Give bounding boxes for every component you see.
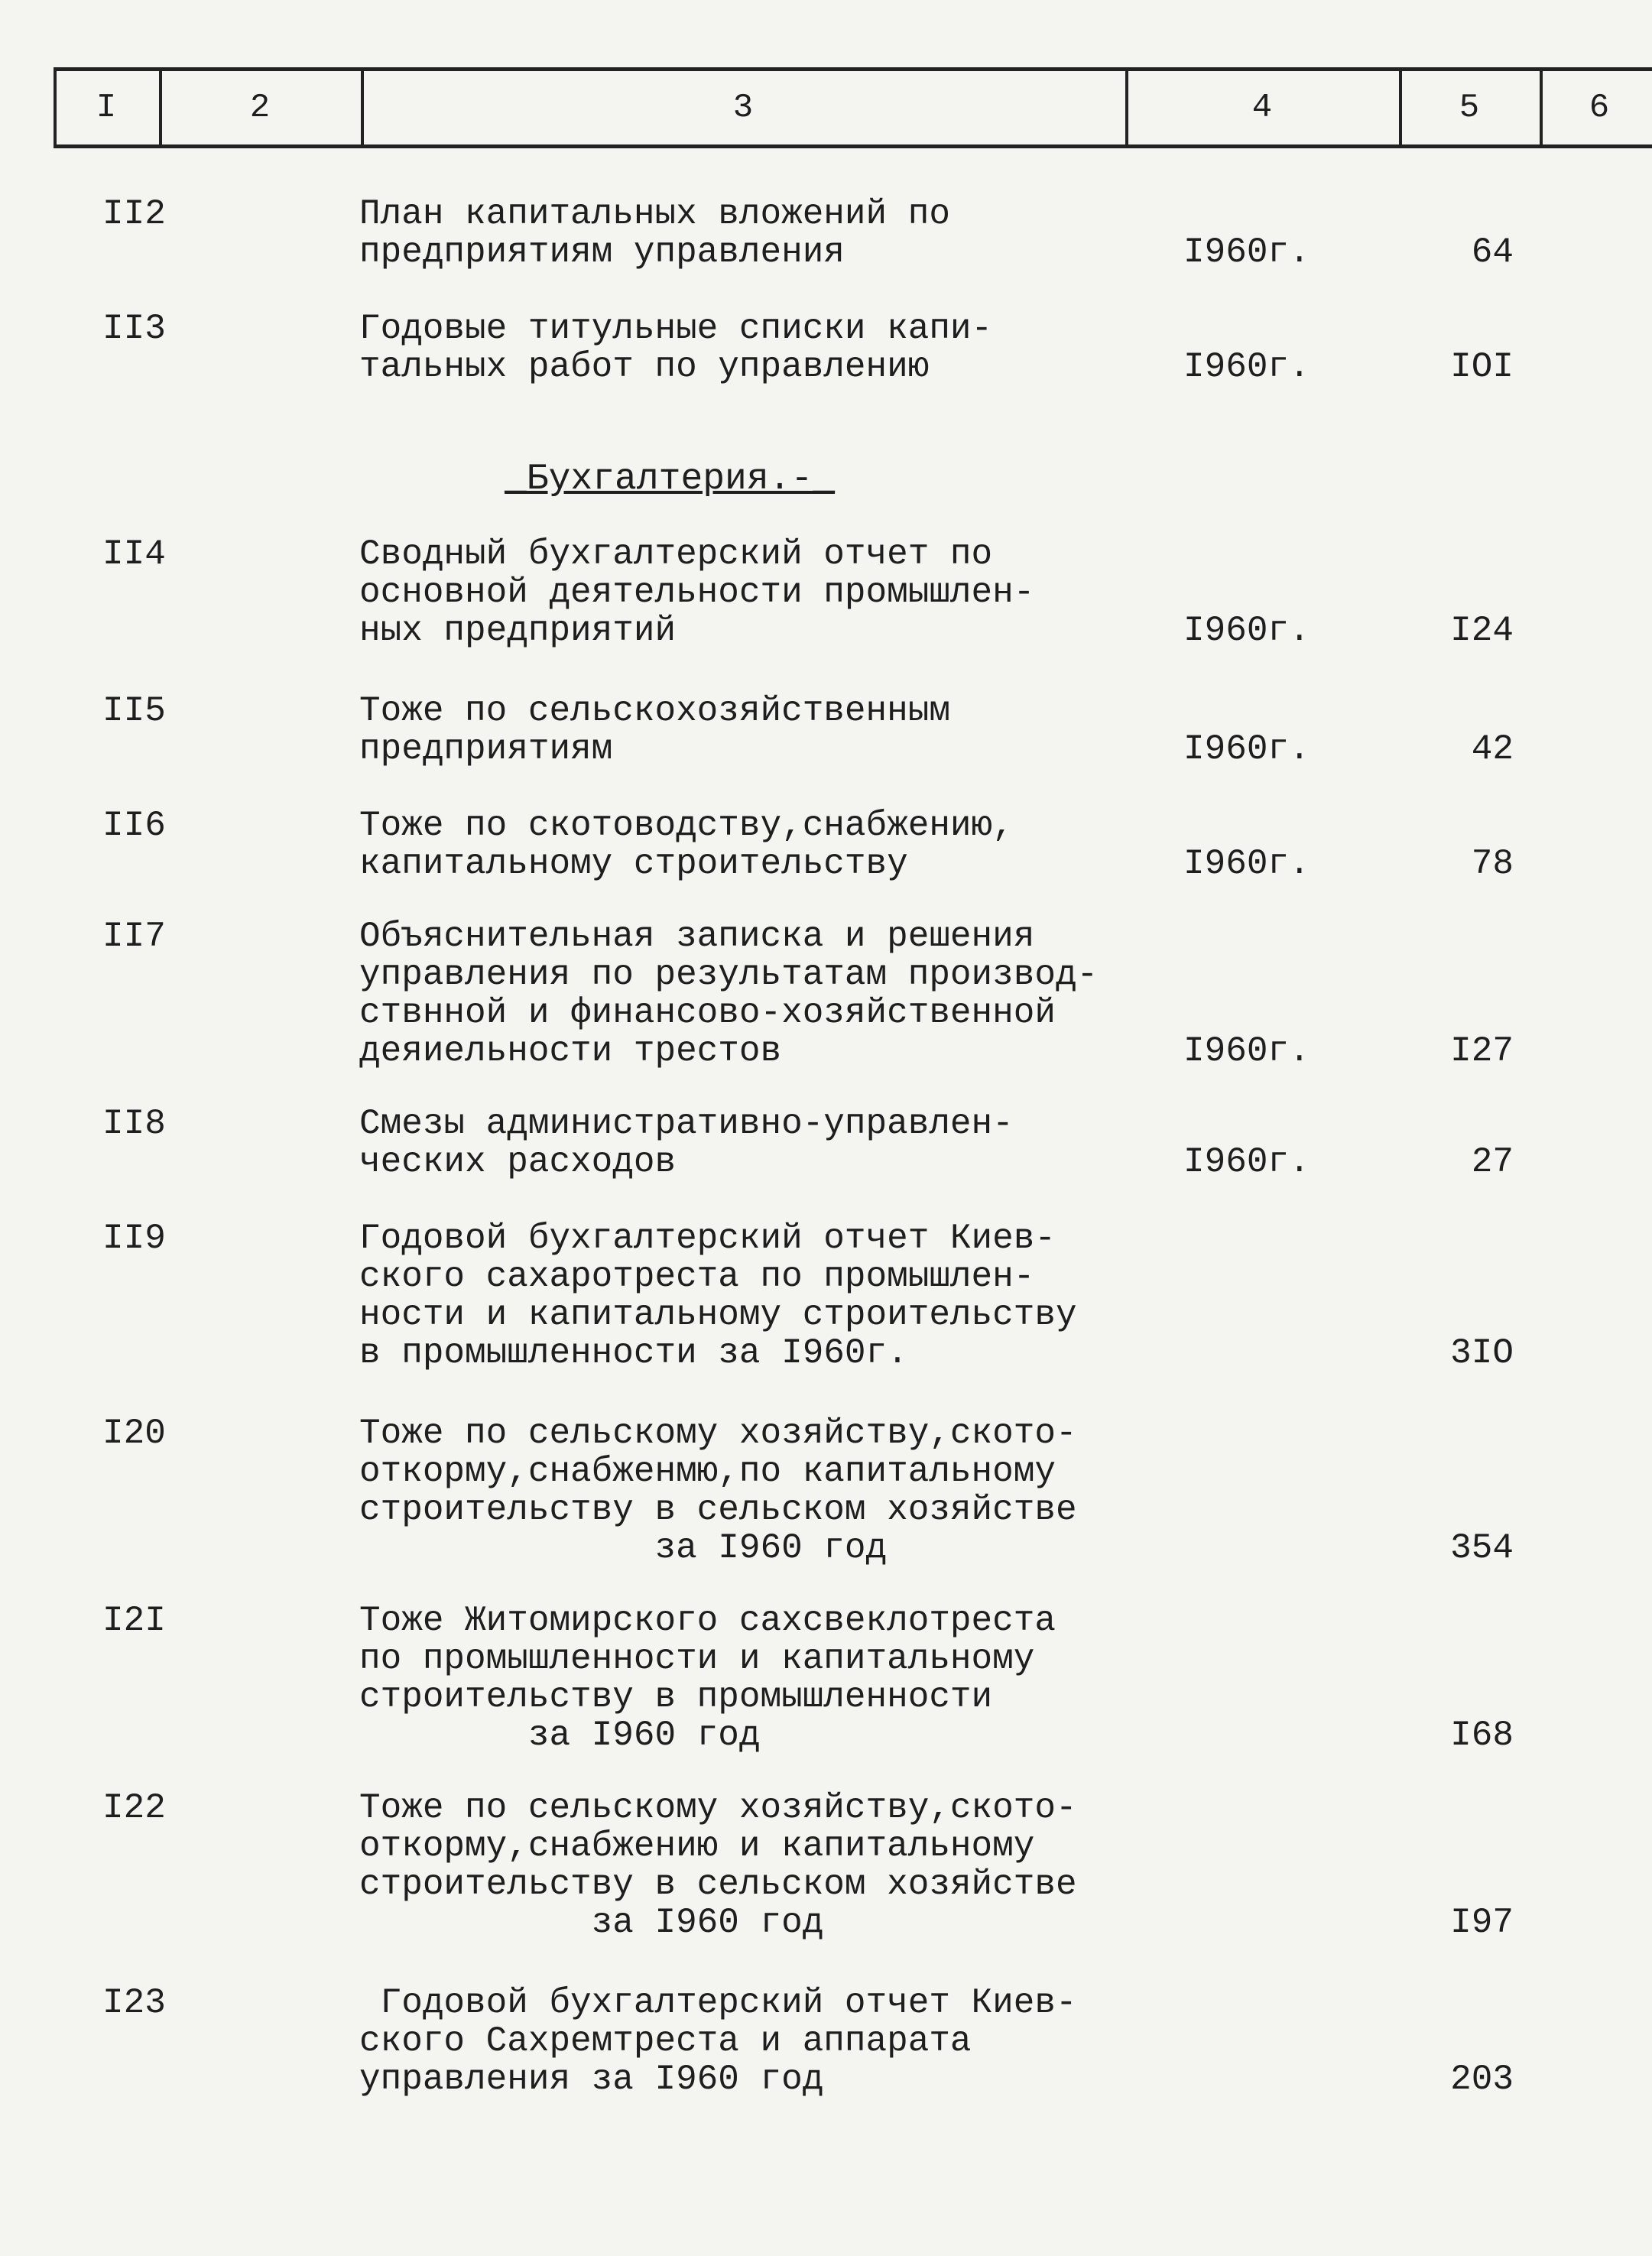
header-col-3: 3: [732, 89, 754, 127]
item-number: II6: [102, 806, 166, 846]
item-number: I23: [102, 1983, 166, 2023]
item-title-line: откорму,снабженмю,по капитальному: [359, 1452, 1056, 1492]
item-title-line: Тоже по сельскохозяйственным: [359, 691, 950, 731]
item-title-line: предприятиям управления: [359, 232, 845, 272]
item-title-line: за I960 год: [359, 1903, 824, 1943]
header-col-2: 2: [249, 89, 271, 127]
item-number: II5: [102, 691, 166, 731]
item-number: I22: [102, 1788, 166, 1828]
item-title-line: по промышленности и капитальному: [359, 1639, 1035, 1679]
item-title-line: деяиельности трестов: [359, 1031, 782, 1071]
item-title-line: тальных работ по управлению: [359, 347, 930, 387]
item-title-line: управления по результатам производ-: [359, 955, 1099, 995]
item-title: [359, 1602, 1200, 1754]
item-page-count: I24: [1450, 611, 1514, 651]
column-header-strip: [54, 67, 1652, 148]
item-title-line: Тоже по скотоводству,снабжению,: [359, 806, 1014, 846]
item-date: I960г.: [1183, 232, 1310, 272]
item-page-count: I27: [1450, 1031, 1514, 1071]
item-title-line: откорму,снабжению и капитальному: [359, 1826, 1035, 1866]
item-date: I960г.: [1183, 611, 1310, 651]
item-number: II4: [102, 534, 166, 574]
item-title-line: управления за I960 год: [359, 2060, 824, 2099]
item-title: [359, 195, 1200, 271]
item-title-line: Тоже по сельскому хозяйству,ското-: [359, 1414, 1077, 1453]
item-page-count: 27: [1471, 1142, 1514, 1182]
item-title: [359, 310, 1200, 386]
item-title-line: Годовой бухгалтерский отчет Киев-: [359, 1219, 1056, 1258]
item-number: II2: [102, 194, 166, 234]
item-page-count: IOI: [1450, 347, 1514, 387]
item-title-line: ского сахаротреста по промышлен-: [359, 1257, 1035, 1297]
item-page-count: 78: [1471, 844, 1514, 884]
item-number: II7: [102, 917, 166, 956]
item-title-line: ского Сахремтреста и аппарата: [359, 2021, 972, 2061]
item-date: I960г.: [1183, 347, 1310, 387]
item-number: II8: [102, 1104, 166, 1144]
item-number: I2I: [102, 1601, 166, 1641]
item-title: [359, 1414, 1200, 1567]
item-title-line: строительству в промышленности: [359, 1677, 993, 1717]
item-title: [359, 1219, 1200, 1372]
item-title-line: ности и капитальному строительству: [359, 1295, 1077, 1335]
item-title: [359, 1789, 1200, 1942]
item-title: [359, 917, 1200, 1070]
header-col-1: I: [96, 89, 117, 127]
item-date: I960г.: [1183, 1142, 1310, 1182]
item-title-line: за I960 год: [359, 1528, 888, 1568]
item-title-line: Объяснительная записка и решения: [359, 917, 1035, 956]
item-page-count: I68: [1450, 1716, 1514, 1755]
item-title-line: основной деятельности промышлен-: [359, 573, 1035, 612]
item-title: [359, 692, 1200, 768]
item-page-count: 354: [1450, 1528, 1514, 1568]
item-title: [359, 807, 1200, 883]
item-title-line: предприятиям: [359, 729, 613, 769]
section-title: _Бухгалтерия.-_: [505, 459, 836, 500]
item-page-count: 64: [1471, 232, 1514, 272]
item-date: I960г.: [1183, 1031, 1310, 1071]
header-col-4: 4: [1251, 89, 1273, 127]
item-date: I960г.: [1183, 729, 1310, 769]
item-title-line: Сводный бухгалтерский отчет по: [359, 534, 993, 574]
header-col-5: 5: [1459, 89, 1480, 127]
item-page-count: I97: [1450, 1903, 1514, 1943]
item-page-count: 203: [1450, 2060, 1514, 2099]
item-title: [359, 1105, 1200, 1181]
item-number: II9: [102, 1219, 166, 1258]
item-page-count: 3IO: [1450, 1333, 1514, 1373]
item-title-line: капитальному строительству: [359, 844, 908, 884]
item-number: II3: [102, 309, 166, 349]
item-title-line: Годовые титульные списки капи-: [359, 309, 993, 349]
item-title-line: за I960 год: [359, 1716, 761, 1755]
item-title: [359, 1984, 1200, 2099]
item-title-line: Годовой бухгалтерский отчет Киев-: [359, 1983, 1077, 2023]
item-title-line: ных предприятий: [359, 611, 677, 651]
item-page-count: 42: [1471, 729, 1514, 769]
item-number: I20: [102, 1414, 166, 1453]
item-title-line: ствнной и финансово-хозяйственной: [359, 993, 1056, 1033]
item-title-line: План капитальных вложений по: [359, 194, 950, 234]
item-title-line: строительству в сельском хозяйстве: [359, 1865, 1077, 1904]
item-date: I960г.: [1183, 844, 1310, 884]
item-title-line: строительству в сельском хозяйстве: [359, 1490, 1077, 1530]
item-title-line: Смезы административно-управлен-: [359, 1104, 1014, 1144]
item-title-line: в промышленности за I960г.: [359, 1333, 908, 1373]
item-title-line: ческих расходов: [359, 1142, 677, 1182]
item-title-line: Тоже Житомирского сахсвеклотреста: [359, 1601, 1056, 1641]
header-col-6: 6: [1589, 89, 1610, 127]
item-title: [359, 535, 1200, 650]
item-title-line: Тоже по сельскому хозяйству,ското-: [359, 1788, 1077, 1828]
